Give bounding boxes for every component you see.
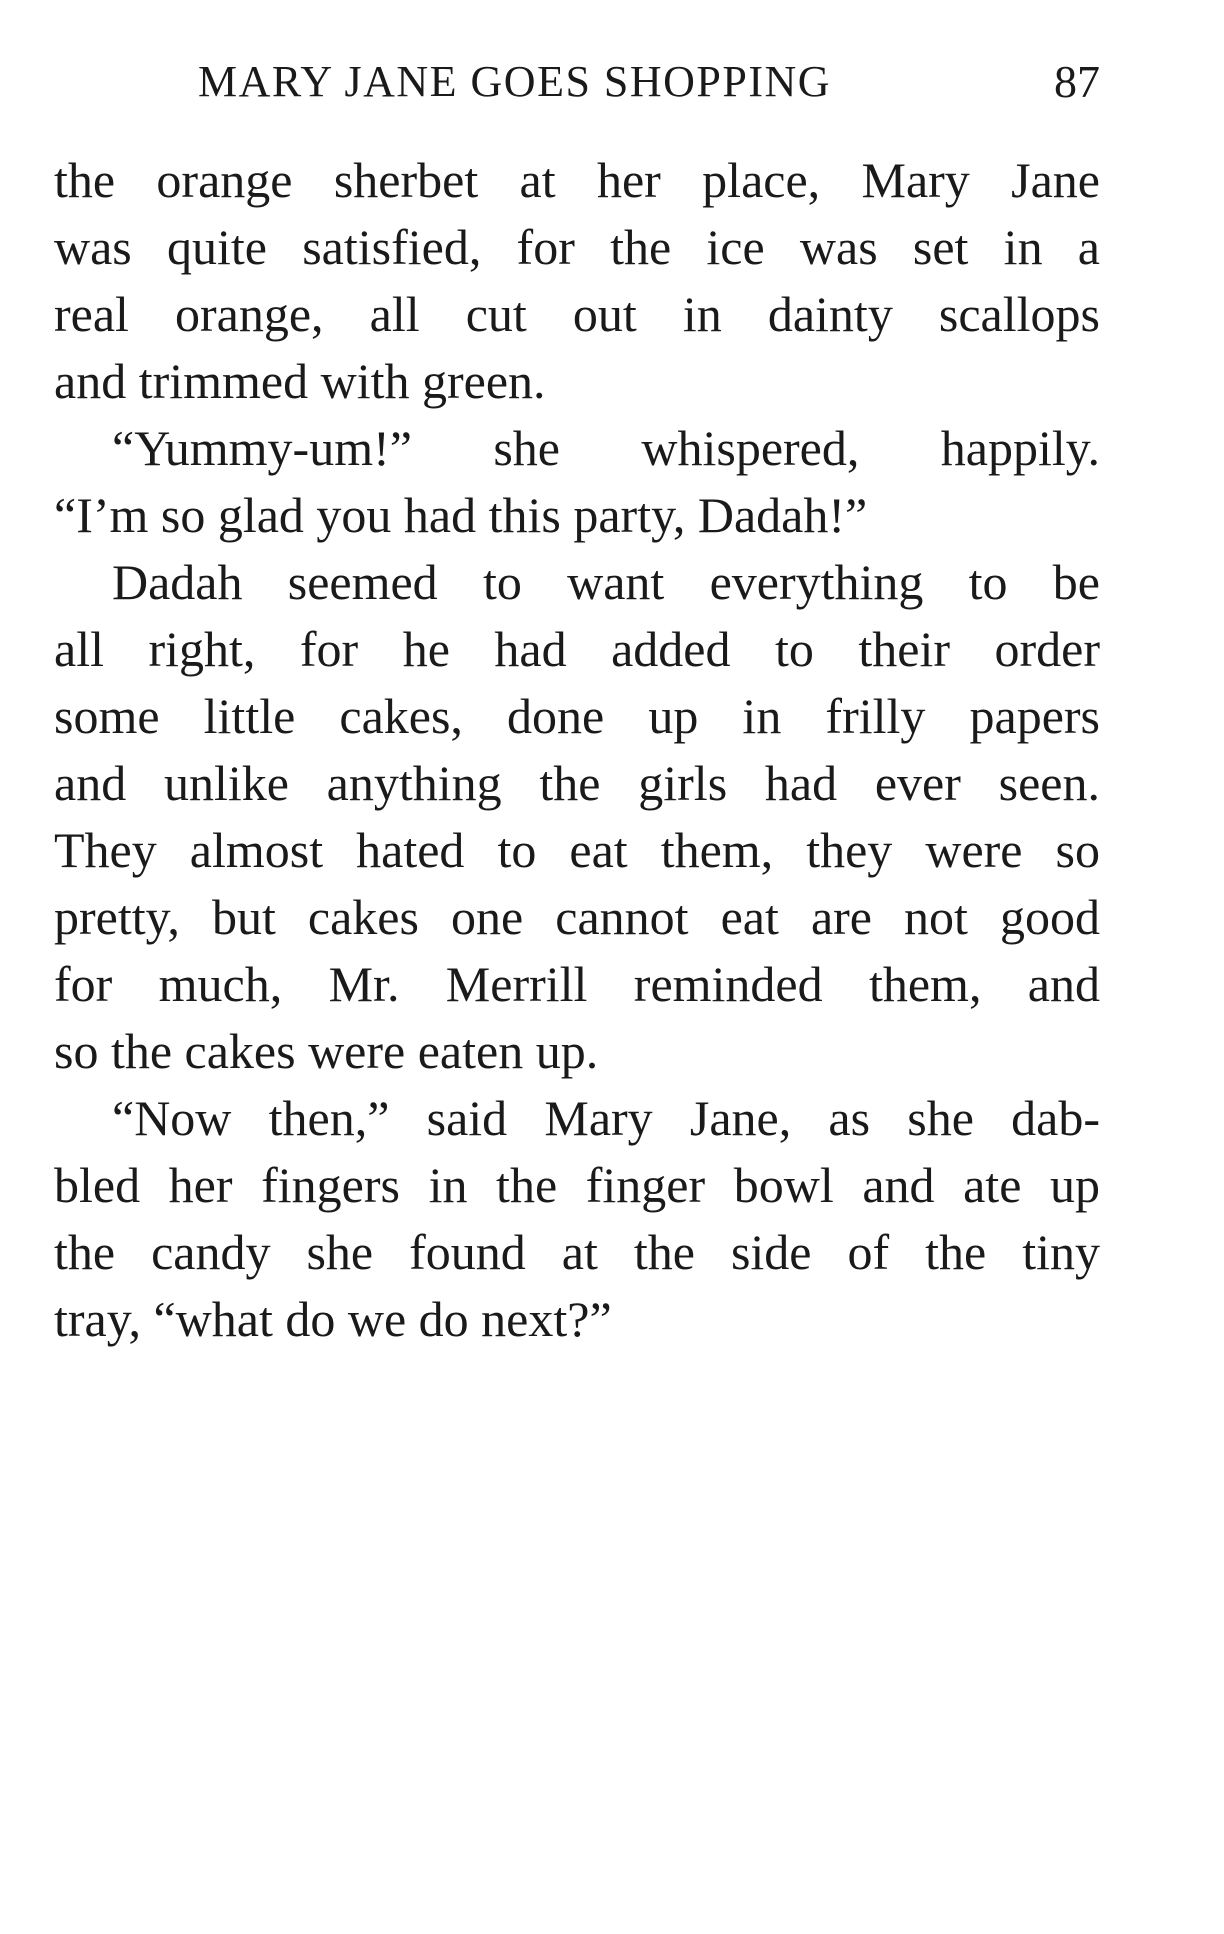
text-line: tray, “what do we do next?” <box>54 1291 612 1347</box>
text-line: “I’m so glad you had this party, Dadah!” <box>54 487 868 543</box>
text-line: bled her fingers in the finger bowl and ate up <box>54 1157 1100 1213</box>
text-line: and unlike anything the girls had ever seen. <box>54 755 1100 811</box>
text-line: “Yummy-um!” she whispered, happily. <box>112 420 1100 476</box>
text-line: and trimmed with green. <box>54 353 546 409</box>
running-title: MARY JANE GOES SHOPPING <box>198 57 832 106</box>
running-head <box>54 52 1100 112</box>
text-line: “Now then,” said Mary Jane, as she dab- <box>112 1090 1100 1146</box>
text-line: all right, for he had added to their order <box>54 621 1100 677</box>
text-line: real orange, all cut out in dainty scallops <box>54 286 1100 342</box>
text-line: They almost hated to eat them, they were so <box>54 822 1100 878</box>
text-line: for much, Mr. Merrill reminded them, and <box>54 956 1100 1012</box>
text-line: some little cakes, done up in frilly papers <box>54 688 1100 744</box>
text-line: pretty, but cakes one cannot eat are not good <box>54 889 1100 945</box>
text-line: the candy she found at the side of the tiny <box>54 1224 1100 1280</box>
page-number: 87 <box>1054 56 1100 107</box>
text-line: the orange sherbet at her place, Mary Jane <box>54 152 1100 208</box>
body-text <box>54 147 1100 1353</box>
text-line: so the cakes were eaten up. <box>54 1023 599 1079</box>
text-line: was quite satisfied, for the ice was set in a <box>54 219 1100 275</box>
text-line: Dadah seemed to want everything to be <box>112 554 1100 610</box>
